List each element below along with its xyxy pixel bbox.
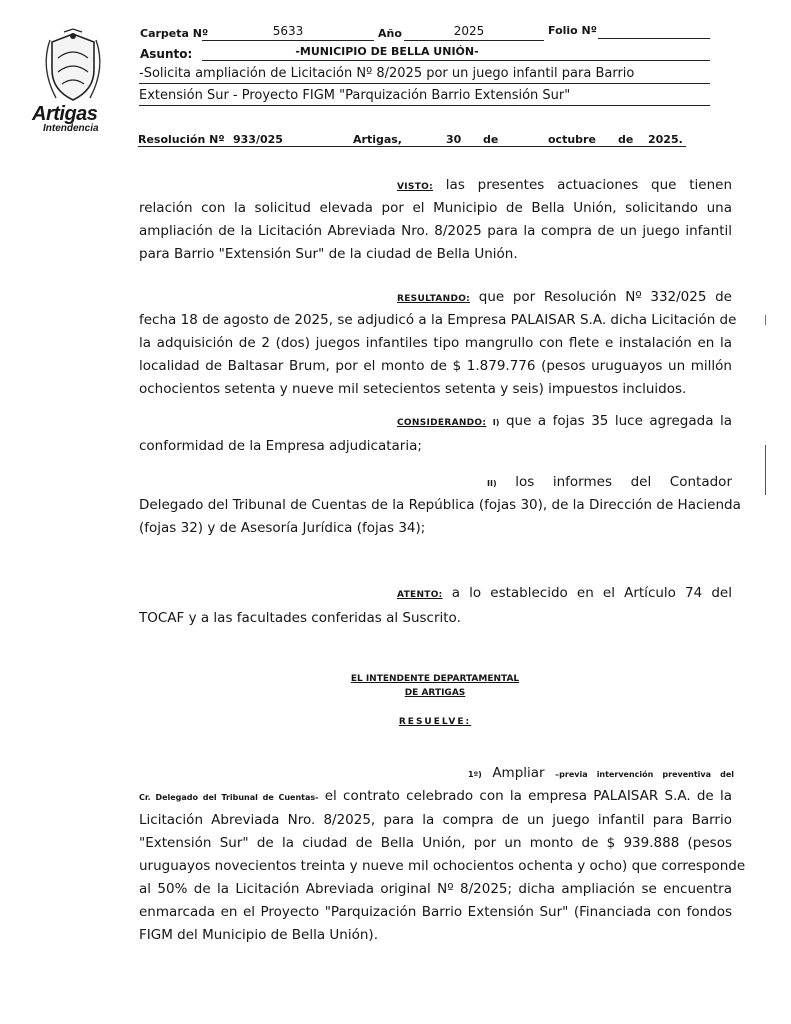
resuelve-paragraph: Cr. Delegado del Tribunal de Cuentas- el contrato celebrado con la empresa PALAISAR S.A. de la Licitación Abreviada Nro. 8/2025, para la compra de un juego infantil para Barrio "Extensión Sur" de la ciudad de Bella Unión, por un monto de $ 939.888 (pesos uruguayos novecientos treinta y nueve mil ochocientos ochenta y ocho) que corresponde al 50% de la Licitación Abreviada original Nº 8/2025; dicha ampliación se encuentra enmarcada en el Proyecto "Parquización Barrio Extensión Sur" (Financiada con fondos FIGM del Municipio de Bella Unión).: [139, 788, 746, 943]
carpeta-value: 5633: [272, 24, 304, 38]
considerando-ii-first-line: II) los informes del Contador: [487, 474, 732, 490]
considerando-ii-paragraph: Delegado del Tribunal de Cuentas de la República (fojas 30), de la Dirección de Hacienda (fojas 32) y de Asesoría Jurídica (fojas 34);: [139, 497, 741, 536]
considerando-first-line: CONSIDERANDO: I) que a fojas 35 luce agregada la: [397, 413, 732, 429]
scan-mark: [765, 445, 766, 495]
logo-subtitle: Intendencia: [43, 123, 99, 134]
considerando-i-rest: conformidad de la Empresa adjudicataria;: [139, 438, 422, 454]
resuelve-heading: RESUELVE:: [398, 717, 472, 727]
intendente-title: EL INTENDENTE DEPARTAMENTAL: [350, 674, 520, 684]
asunto-label: Asunto:: [140, 47, 193, 61]
anio-label: Año: [378, 27, 402, 40]
resolucion-place: Artigas,: [353, 133, 402, 146]
artigas-logo: [28, 28, 118, 132]
resolucion-de-1: de: [483, 133, 499, 146]
atento-first-line: ATENTO: a lo establecido en el Artículo 74 del: [397, 585, 732, 601]
asunto-line-3: Extensión Sur - Proyecto FIGM "Parquización Barrio Extensión Sur": [139, 88, 571, 103]
resolucion-de-2: de: [618, 133, 634, 146]
resultando-paragraph: fecha 18 de agosto de 2025, se adjudicó a la Empresa PALAISAR S.A. dicha Licitación de la adquisición de 2 (dos) juegos infantiles tipo mangrullo con flete e instalación en la localidad de Baltasar Brum, por el monto de $ 1.879.776 (pesos uruguayos un millón ochocientos setenta y nueve mil setecientos setenta y seis) impuestos incluidos.: [139, 312, 737, 397]
asunto-value: -MUNICIPIO DE BELLA UNIÓN-: [295, 45, 479, 58]
visto-keyword: VISTO:: [397, 182, 433, 192]
resolucion-day: 30: [446, 133, 462, 146]
resultando-first-line: RESULTANDO: que por Resolución Nº 332/025 de: [397, 289, 732, 305]
atento-keyword: ATENTO:: [397, 590, 443, 600]
intendente-subtitle: DE ARTIGAS: [404, 688, 466, 698]
logo-name: Artigas: [32, 103, 98, 125]
asunto-line-2: -Solicita ampliación de Licitación Nº 8/2025 por un juego infantil para Barrio: [139, 66, 635, 81]
visto-paragraph: relación con la solicitud elevada por el Municipio de Bella Unión, solicitando una ampliación de la Licitación Abreviada Nro. 8/2025 para la compra de un juego infantil para Barrio "Extensión Sur" de la ciudad de Bella Unión.: [139, 200, 732, 262]
resolucion-month: octubre: [548, 133, 596, 146]
visto-first-line: VISTO: las presentes actuaciones que tienen: [397, 177, 732, 193]
anio-value: 2025: [453, 24, 485, 38]
considerando-keyword: CONSIDERANDO:: [397, 418, 487, 428]
scan-mark: [765, 315, 766, 325]
resuelve-first-line: 1º) Ampliar –previa intervención preventiva del: [468, 765, 734, 781]
atento-rest: TOCAF y a las facultades conferidas al Suscrito.: [139, 610, 461, 626]
resolucion-label: Resolución Nº: [138, 133, 225, 146]
resolucion-year: 2025.: [648, 133, 683, 146]
resultando-keyword: RESULTANDO:: [397, 294, 471, 304]
folio-label: Folio Nº: [548, 24, 597, 37]
coat-of-arms-icon: [28, 28, 118, 108]
carpeta-label: Carpeta Nº: [140, 27, 209, 40]
resolucion-number: 933/025: [233, 133, 283, 146]
